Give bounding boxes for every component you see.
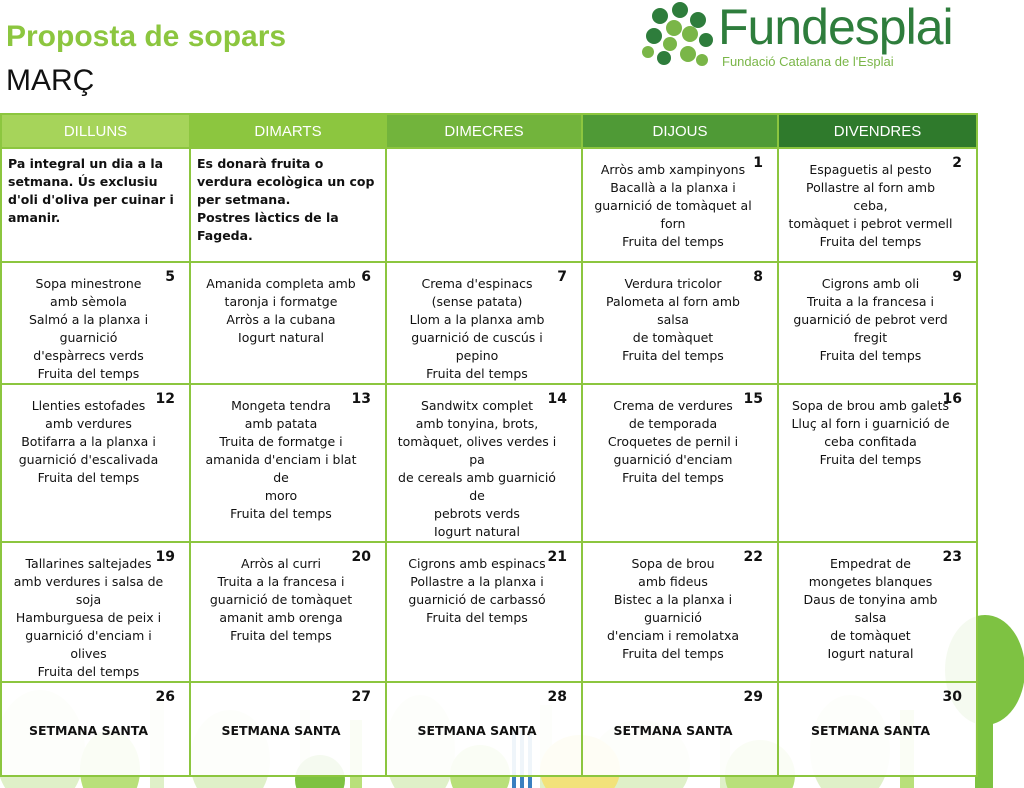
menu-line: Llenties estofades [31,398,146,413]
weekday-wednesday: DIMECRES [386,114,582,148]
day-number: 26 [155,689,175,705]
menu-line: de tomàquet [830,628,911,643]
menu-line: Verdura tricolor [624,276,722,291]
menu-text [779,263,976,365]
day-number: 29 [743,689,763,705]
page-title: Proposta de sopars [6,20,287,53]
menu-line: Fruita del temps [230,628,332,643]
menu-line: moro [264,488,298,503]
menu-text [583,263,777,365]
day-number: 15 [743,391,763,407]
month-title: MARÇ [6,64,95,97]
menu-line: Crema de verdures [613,398,733,413]
menu-line: Fruita del temps [426,366,528,381]
day-number: 12 [155,391,175,407]
day-number: 27 [351,689,371,705]
menu-line: Arròs amb xampinyons [600,162,746,177]
day-number: 9 [952,269,962,285]
menu-line: de temporada [628,416,718,431]
menu-line: amb tonyina, brots, [415,416,539,431]
day-cell [190,542,386,682]
day-number: 23 [942,549,962,565]
menu-line: SETMANA SANTA [28,723,149,738]
menu-line: forn [660,216,686,231]
weekday-friday: DIVENDRES [778,114,977,148]
day-number: 28 [547,689,567,705]
logo-name: Fundesplai [718,0,953,55]
day-cell [190,384,386,542]
menu-line: Cigrons amb espinacs [408,556,546,571]
menu-line: Truita de formatge i [219,434,343,449]
menu-line: amb fideus [638,574,708,589]
day-cell [778,542,977,682]
menu-line: (sense patata) [431,294,523,309]
menu-line: amb verdures [45,416,132,431]
day-number: 14 [547,391,567,407]
menu-line: Pollastre al forn amb ceba, [805,180,936,213]
menu-line: de cereals amb guarnició de [398,470,556,503]
menu-line: Fruita del temps [37,664,140,679]
menu-text [583,149,777,251]
menu-line: Fruita del temps [37,366,140,381]
menu-line: amb verdures i salsa de [13,574,164,589]
day-cell [778,682,977,776]
day-cell [190,262,386,384]
day-number: 8 [753,269,763,285]
day-cell [582,148,778,262]
menu-text [191,263,385,347]
menu-line: Fruita del temps [819,452,922,467]
day-number: 13 [351,391,371,407]
day-number: 2 [952,155,962,171]
fundesplai-logo [640,2,980,72]
week-row [1,148,977,262]
menu-line: Mongeta tendra [231,398,331,413]
note-cell [1,148,190,262]
menu-line: Iogurt natural [434,524,520,539]
menu-line: Amanida completa amb [206,276,356,291]
note-tuesday-dairy: Postres làctics de la Fageda. [197,210,339,243]
note-tuesday-ecologic: Es donarà fruita o verdura ecològica un cop per setmana. [197,156,375,207]
menu-line: Sandwitx complet [420,398,534,413]
menu-line: guarnició d'enciam [613,452,733,467]
menu-line: amb sèmola [50,294,127,309]
menu-line: Bistec a la planxa i guarnició [613,592,733,625]
menu-line: Empedrat de [830,556,911,571]
menu-line: Botifarra a la planxa i [21,434,156,449]
menu-line: guarnició de tomàquet al [594,198,752,213]
menu-line: Iogurt natural [238,330,324,345]
day-number: 30 [942,689,962,705]
menu-line: Lluç al forn i guarnició de [791,416,950,431]
menu-calendar [0,113,978,777]
empty-cell [386,148,582,262]
menu-line: SETMANA SANTA [810,723,931,738]
menu-line: pebrots verds [434,506,520,521]
menu-line: SETMANA SANTA [613,723,733,738]
menu-line: guarnició de pebrot verd [793,312,948,327]
menu-line: Fruita del temps [622,234,724,249]
note-monday: Pa integral un dia a la setmana. Ús exclusiu d'oli d'oliva per cuinar i amanir. [8,156,174,225]
menu-line: Crema d'espinacs [421,276,533,291]
day-number: 20 [351,549,371,565]
menu-line: guarnició de tomàquet [209,592,353,607]
menu-line: Fruita del temps [37,470,140,485]
menu-text [2,263,189,383]
week-row [1,542,977,682]
menu-line: Sopa minestrone [35,276,142,291]
day-cell [582,262,778,384]
logo-subtitle: Fundació Catalana de l'Esplai [722,54,894,69]
menu-line: tomàquet i pebrot vermell [788,216,953,231]
menu-line: Fruita del temps [819,348,922,363]
day-number: 1 [753,155,763,171]
day-cell [1,384,190,542]
day-cell [1,682,190,776]
menu-line: Arròs al curri [241,556,321,571]
menu-line: Tallarines saltejades [25,556,152,571]
menu-line: Hamburguesa de peix i [15,610,162,625]
menu-line: fregit [853,330,888,345]
day-number: 22 [743,549,763,565]
menu-line: guarnició d'escalivada [18,452,159,467]
menu-line: mongetes blanques [808,574,933,589]
menu-line: Sopa de brou amb galets [791,398,949,413]
day-cell [386,542,582,682]
week-row [1,384,977,542]
menu-line: Iogurt natural [827,646,914,661]
logo-icon [640,2,718,72]
menu-line: guarnició de carbassó [408,592,546,607]
menu-text [387,263,581,383]
day-number: 7 [557,269,567,285]
day-number: 6 [361,269,371,285]
menu-line: Fruita del temps [230,506,332,521]
menu-line: Fruita del temps [622,348,724,363]
menu-line: amanida d'enciam i blat de [205,452,357,485]
menu-line: guarnició d'enciam i olives [25,628,152,661]
weekday-header [1,114,977,148]
menu-line: SETMANA SANTA [417,723,537,738]
menu-line: Salmó a la planxa i guarnició [28,312,149,345]
weekday-monday: DILLUNS [1,114,190,148]
menu-line: Arròs a la cubana [226,312,336,327]
menu-line: Fruita del temps [622,646,724,661]
weekday-thursday: DIJOUS [582,114,778,148]
day-cell [778,148,977,262]
menu-line: amanit amb orenga [219,610,343,625]
menu-line: Sopa de brou [631,556,715,571]
day-cell [1,542,190,682]
note-cell [190,148,386,262]
week-row [1,682,977,776]
menu-line: Fruita del temps [426,610,528,625]
menu-line: soja [75,592,102,607]
weekday-tuesday: DIMARTS [190,114,386,148]
menu-line: Croquetes de pernil i [607,434,739,449]
menu-line: Bacallà a la planxa i [610,180,736,195]
menu-text [387,385,581,541]
day-cell [386,682,582,776]
menu-line: Truita a la francesa i [217,574,345,589]
day-cell [778,384,977,542]
menu-line: Fruita del temps [622,470,724,485]
menu-line: Fruita del temps [819,234,922,249]
day-number: 21 [547,549,567,565]
day-cell [582,542,778,682]
day-cell [582,384,778,542]
day-cell [778,262,977,384]
menu-line: Cigrons amb oli [821,276,920,291]
menu-line: Palometa al forn amb salsa [606,294,740,327]
menu-line: de tomàquet [632,330,714,345]
menu-line: taronja i formatge [224,294,338,309]
day-number: 5 [165,269,175,285]
menu-line: d'espàrrecs verds [33,348,144,363]
menu-line: ceba confitada [824,434,917,449]
menu-line: Espaguetis al pesto [809,162,932,177]
day-number: 16 [942,391,962,407]
menu-line: guarnició de cuscús i pepino [411,330,543,363]
day-cell [1,262,190,384]
menu-line: Daus de tonyina amb salsa [803,592,938,625]
menu-line: Llom a la planxa amb [409,312,545,327]
day-cell [386,384,582,542]
menu-line: tomàquet, olives verdes i pa [397,434,557,467]
day-cell [386,262,582,384]
menu-line: d'enciam i remolatxa [606,628,740,643]
menu-line: Pollastre a la planxa i [410,574,544,589]
menu-line: Truita a la francesa i [807,294,934,309]
day-number: 19 [155,549,175,565]
week-row [1,262,977,384]
menu-line: SETMANA SANTA [221,723,341,738]
menu-line: amb patata [244,416,318,431]
day-cell [190,682,386,776]
menu-text [779,149,976,251]
day-cell [582,682,778,776]
